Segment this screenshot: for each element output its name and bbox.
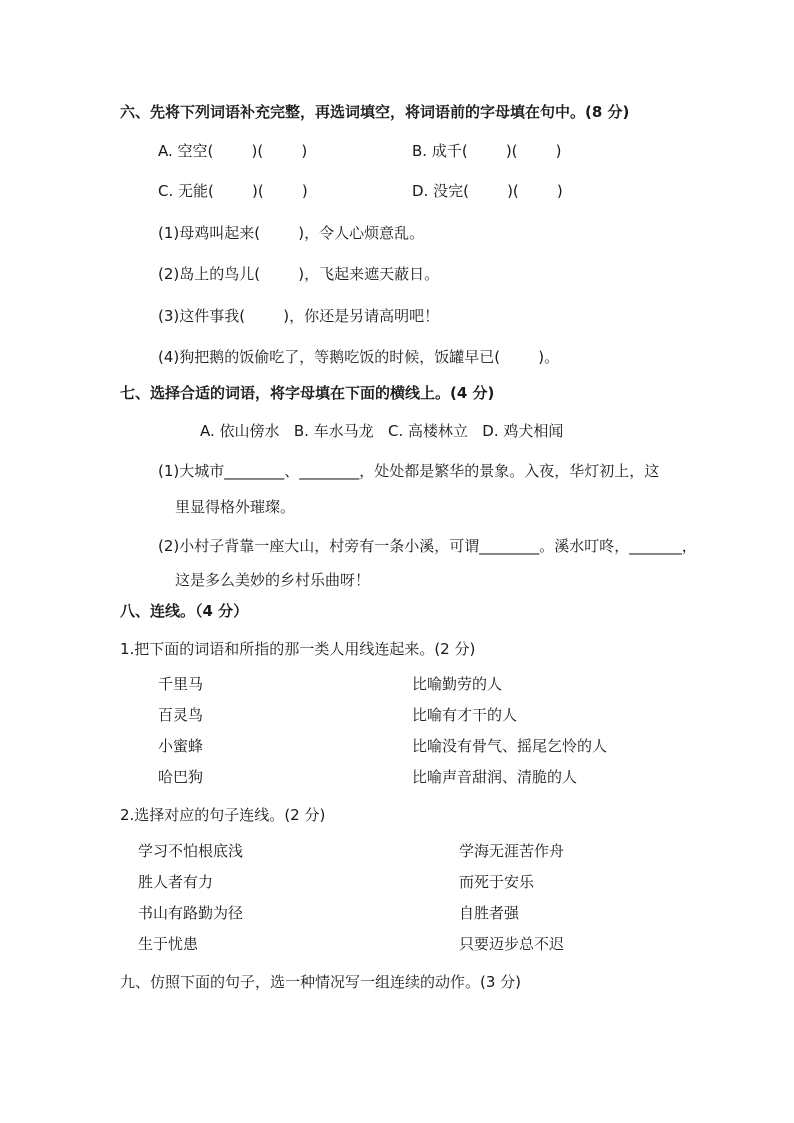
part1-right-item: 比喻没有骨气、摇尾乞怜的人 — [412, 737, 608, 755]
section6-option-b: B. 成千( )( ) — [412, 142, 562, 160]
section6-sentence-1: (1)母鸡叫起来( )，令人心烦意乱。 — [158, 224, 425, 242]
part2-left-item: 胜人者有力 — [138, 873, 214, 891]
section7-q1-line1: (1)大城市________、________，处处都是繁华的景象。入夜，华灯初上，这 — [158, 462, 660, 480]
section6-option-c: C. 无能( )( ) — [158, 182, 308, 200]
section8-title: 八、连线。（4 分） — [120, 602, 249, 620]
section6-title: 六、先将下列词语补充完整，再选词填空，将词语前的字母填在句中。(8 分) — [120, 103, 630, 121]
part2-right-item: 只要迈步总不迟 — [459, 935, 565, 953]
part2-left-item: 学习不怕根底浅 — [138, 842, 244, 860]
part1-right-item: 比喻声音甜润、清脆的人 — [412, 768, 578, 786]
section7-q2-line1: (2)小村子背靠一座大山，村旁有一条小溪，可谓________。溪水叮咚，_______， — [158, 537, 697, 555]
section6-sentence-3: (3)这件事我( )，你还是另请高明吧！ — [158, 307, 440, 325]
part1-right-item: 比喻勤劳的人 — [412, 675, 503, 693]
section7-q2-line2: 这是多么美妙的乡村乐曲呀！ — [175, 571, 371, 589]
section6-sentence-2: (2)岛上的鸟儿( )，飞起来遮天蔽日。 — [158, 265, 440, 283]
section6-option-a: A. 空空( )( ) — [158, 142, 308, 160]
part2-right-item: 自胜者强 — [459, 904, 520, 922]
part1-left-item: 小蜜蜂 — [158, 737, 204, 755]
part2-left-item: 生于忧患 — [138, 935, 199, 953]
part2-left-item: 书山有路勤为径 — [138, 904, 244, 922]
part1-right-item: 比喻有才干的人 — [412, 706, 518, 724]
section6-sentence-4: (4)狗把鹅的饭偷吃了，等鹅吃饭的时候，饭罐早已( )。 — [158, 348, 560, 366]
part1-left-item: 千里马 — [158, 675, 204, 693]
section9-title: 九、仿照下面的句子，选一种情况写一组连续的动作。(3 分) — [120, 973, 522, 991]
part2-right-item: 而死于安乐 — [459, 873, 535, 891]
section8-part1-title: 1.把下面的词语和所指的那一类人用线连起来。(2 分) — [120, 640, 476, 658]
part1-left-item: 哈巴狗 — [158, 768, 204, 786]
part2-right-item: 学海无涯苦作舟 — [459, 842, 565, 860]
section8-part2-title: 2.选择对应的句子连线。(2 分) — [120, 806, 326, 824]
section7-title: 七、选择合适的词语，将字母填在下面的横线上。(4 分) — [120, 384, 495, 402]
section6-option-d: D. 没完( )( ) — [412, 182, 563, 200]
section7-choices: A. 依山傍水 B. 车水马龙 C. 高楼林立 D. 鸡犬相闻 — [200, 422, 564, 440]
section7-q1-line2: 里显得格外璀璨。 — [175, 498, 296, 516]
part1-left-item: 百灵鸟 — [158, 706, 204, 724]
